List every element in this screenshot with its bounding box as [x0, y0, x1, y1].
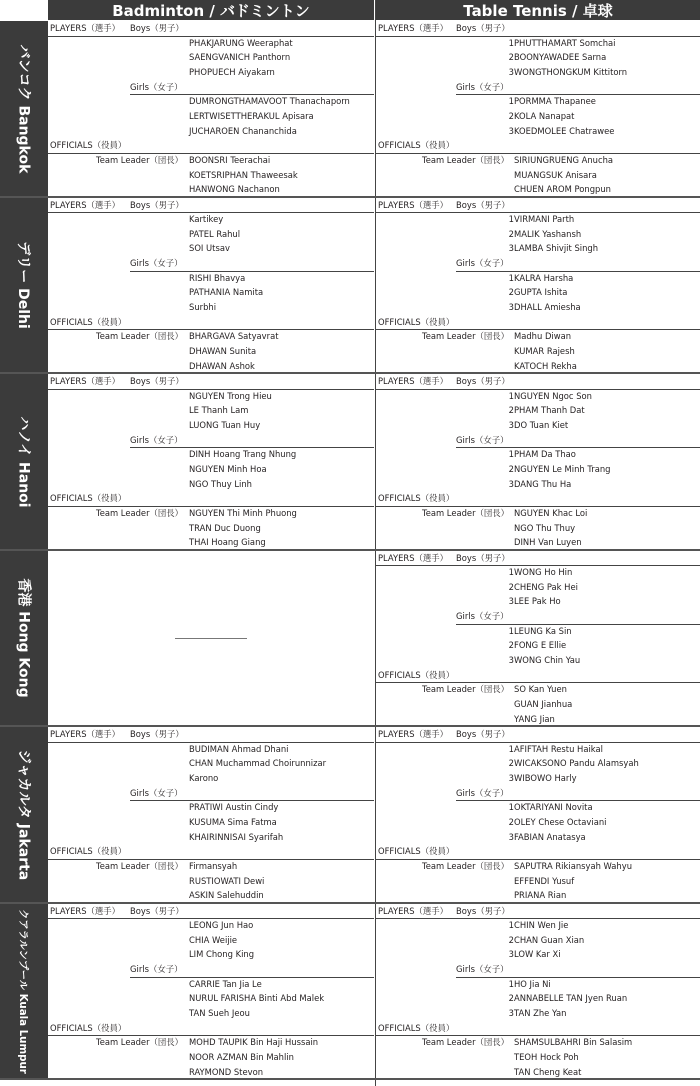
girls-label: Girls（女子）: [456, 434, 509, 445]
girl-player-name: FABIAN Anatasya: [514, 831, 586, 842]
official-name: Firmansyah: [189, 860, 238, 871]
boy-player-name: Kartikey: [189, 214, 224, 225]
section-divider: [456, 271, 700, 272]
boys-label: Boys（男子）: [456, 905, 510, 916]
rank-number: 3: [508, 125, 514, 136]
rank-number: 3: [508, 831, 514, 842]
officials-label: OFFICIALS（役員）: [378, 1022, 455, 1033]
section-divider: [456, 447, 700, 448]
girl-player-name: PATHANIA Namita: [189, 287, 264, 298]
rank-number: 1: [508, 214, 514, 225]
girl-player-name: KUSUMA Sima Fatma: [189, 816, 277, 827]
tabletennis-panel: [376, 373, 700, 550]
girl-player-name: PRATIWI Austin Cindy: [189, 802, 279, 813]
girl-player-name: OKTARIYANI Novita: [514, 802, 593, 813]
girl-player-name: KHAIRINNISAI Syarifah: [189, 831, 284, 842]
team-leader-label: Team Leader（団長）: [422, 860, 510, 871]
girl-player-name: JUCHAROEN Chananchida: [189, 125, 297, 136]
boys-label: Boys（男子）: [130, 376, 184, 386]
rank-number: 1: [508, 449, 514, 460]
rank-number: 2: [508, 110, 514, 121]
players-label: PLAYERS（選手）: [50, 23, 121, 33]
players-label: PLAYERS（選手）: [378, 376, 449, 386]
official-name: DHAWAN Ashok: [189, 360, 255, 371]
boy-player-name: PHOPUECH Aiyakarn: [189, 66, 275, 77]
girl-player-name: HO Jia Ni: [514, 978, 551, 989]
badminton-panel: [48, 550, 374, 727]
rank-number: 3: [508, 772, 514, 783]
official-name: TRAN Duc Duong: [189, 522, 261, 533]
rank-number: 3: [508, 66, 514, 77]
girl-player-name: DANG Thu Ha: [514, 478, 572, 489]
team-leader-label: Team Leader（団長）: [96, 154, 184, 165]
team-leader-label: Team Leader（団長）: [96, 507, 184, 518]
rank-number: 1: [508, 743, 514, 754]
girl-player-name: Surbhi: [189, 302, 217, 313]
team-leader-label: Team Leader（団長）: [422, 1037, 510, 1048]
official-name: DINH Van Luyen: [514, 537, 582, 548]
boy-player-name: DO Tuan Kiet: [514, 419, 569, 430]
tabletennis-panel: [376, 550, 700, 727]
girl-player-name: LEUNG Ka Sin: [514, 625, 572, 636]
table-tennis-header: Table Tennis / 卓球: [376, 0, 700, 20]
girl-player-name: LERTWISETTHERAKUL Apisara: [189, 110, 314, 121]
boys-label: Boys（男子）: [456, 376, 510, 386]
team-leader-label: Team Leader（団長）: [96, 1037, 184, 1048]
boy-player-name: LEE Pak Ho: [514, 596, 561, 607]
players-label: PLAYERS（選手）: [50, 905, 121, 916]
officials-label: OFFICIALS（役員）: [50, 1022, 127, 1033]
rank-number: 2: [508, 758, 514, 769]
boy-player-name: WONGTHONGKUM Kittitorn: [514, 66, 628, 77]
official-name: HANWONG Nachanon: [189, 184, 280, 195]
officials-label: OFFICIALS（役員）: [50, 846, 127, 857]
boy-player-name: BOONYAWADEE Sarna: [514, 52, 607, 63]
team-leader-label: Team Leader（団長）: [422, 684, 510, 695]
rank-number: 2: [508, 581, 514, 592]
rank-number: 3: [508, 478, 514, 489]
rank-number: 2: [508, 228, 514, 239]
official-name: SAPUTRA Rikiansyah Wahyu: [514, 860, 633, 871]
boy-player-name: WIBOWO Harly: [514, 772, 577, 783]
city-name: クアラルンプール Kuala Lumpur: [16, 908, 29, 1074]
badminton-panel: [48, 373, 374, 550]
boy-player-name: SOI Utsav: [189, 243, 230, 254]
official-name: NGUYEN Thi Minh Phuong: [189, 507, 297, 518]
official-name: EFFENDI Yusuf: [514, 875, 575, 886]
players-label: PLAYERS（選手）: [378, 199, 449, 210]
girl-player-name: NGUYEN Le Minh Trang: [514, 463, 611, 474]
girls-label: Girls（女子）: [456, 81, 509, 92]
girls-label: Girls（女子）: [456, 611, 509, 622]
rank-number: 1: [508, 390, 514, 401]
rank-number: 2: [508, 816, 514, 827]
official-name: TEOH Hock Poh: [514, 1052, 579, 1062]
rank-number: 1: [508, 802, 514, 813]
boy-player-name: CHIA Weijie: [189, 934, 238, 945]
boy-player-name: WONG Ho Hin: [514, 567, 573, 578]
official-name: NGO Thu Thuy: [514, 522, 576, 533]
officials-label: OFFICIALS（役員）: [378, 669, 455, 680]
officials-label: OFFICIALS（役員）: [378, 493, 455, 504]
boy-player-name: NGUYEN Ngoc Son: [514, 390, 592, 401]
official-name: MOHD TAUPIK Bin Haji Hussain: [189, 1037, 319, 1048]
girl-player-name: GUPTA Ishita: [514, 287, 568, 298]
girl-player-name: OLEY Chese Octaviani: [514, 816, 607, 827]
rank-number: 3: [508, 596, 514, 607]
girl-player-name: FONG E Ellie: [514, 640, 567, 651]
rank-number: 2: [508, 640, 514, 651]
girl-player-name: DHALL Amiesha: [514, 302, 581, 313]
boys-label: Boys（男子）: [130, 199, 184, 210]
empty-entry-line: [175, 638, 247, 639]
officials-label: OFFICIALS（役員）: [378, 316, 455, 327]
girls-label: Girls（女子）: [456, 258, 509, 269]
official-name: KOETSRIPHAN Thaweesak: [189, 169, 298, 180]
rank-number: 1: [508, 567, 514, 578]
boy-player-name: LUONG Tuan Huy: [189, 419, 261, 430]
boy-player-name: LOW Kar Xi: [514, 949, 561, 960]
boys-label: Boys（男子）: [130, 905, 184, 916]
official-name: KUMAR Rajesh: [514, 346, 575, 356]
badminton-panel: [48, 726, 374, 903]
rank-number: 1: [508, 37, 514, 48]
rank-number: 3: [508, 419, 514, 430]
girl-player-name: DINH Hoang Trang Nhung: [189, 449, 297, 460]
official-name: THAI Hoang Giang: [189, 537, 266, 548]
tabletennis-panel: [376, 197, 700, 374]
girl-player-name: NGO Thuy Linh: [189, 478, 252, 489]
tabletennis-panel: [376, 726, 700, 903]
players-label: PLAYERS（選手）: [378, 552, 449, 563]
officials-label: OFFICIALS（役員）: [50, 316, 127, 327]
team-leader-label: Team Leader（団長）: [422, 154, 510, 165]
official-name: BHARGAVA Satyavrat: [189, 331, 279, 342]
official-name: GUAN Jianhua: [514, 699, 573, 709]
boy-player-name: LIM Chong King: [189, 949, 255, 960]
city-name: 香港 Hong Kong: [15, 578, 32, 698]
players-label: PLAYERS（選手）: [378, 23, 449, 33]
city-label-cell: [0, 373, 48, 550]
boy-player-name: LAMBA Shivjit Singh: [514, 243, 599, 254]
rank-number: 3: [508, 302, 514, 313]
rank-number: 3: [508, 1008, 514, 1019]
rank-number: 2: [508, 934, 514, 945]
boy-player-name: LE Thanh Lam: [189, 405, 249, 416]
players-label: PLAYERS（選手）: [50, 729, 121, 739]
boys-label: Boys（男子）: [130, 729, 184, 739]
city-name: ハノイ Hanoi: [15, 415, 32, 508]
boy-player-name: PHAM Thanh Dat: [514, 405, 585, 416]
city-label-cell: [0, 20, 48, 197]
rank-number: 1: [508, 920, 514, 931]
players-label: PLAYERS（選手）: [378, 905, 449, 916]
rank-number: 1: [508, 272, 514, 283]
boys-label: Boys（男子）: [130, 23, 184, 33]
officials-label: OFFICIALS（役員）: [50, 140, 127, 151]
official-name: RAYMOND Stevon: [189, 1066, 264, 1077]
boy-player-name: PATEL Rahul: [189, 228, 241, 239]
girls-label: Girls（女子）: [130, 81, 183, 92]
team-leader-label: Team Leader（団長）: [96, 860, 184, 871]
girls-label: Girls（女子）: [130, 434, 183, 445]
boys-label: Boys（男子）: [456, 23, 510, 33]
girl-player-name: TAN Zhe Yan: [514, 1008, 567, 1019]
city-label-cell: [0, 726, 48, 903]
city-name: バンコク Bangkok: [14, 44, 31, 173]
tabletennis-panel: [376, 20, 700, 197]
official-name: Madhu Diwan: [514, 331, 572, 342]
official-name: TAN Cheng Keat: [514, 1066, 582, 1077]
city-name: ジャカルタ Jakarta: [14, 749, 31, 880]
city-label-cell: [0, 550, 48, 727]
players-label: PLAYERS（選手）: [50, 199, 121, 210]
section-divider: [456, 977, 700, 978]
girl-player-name: NGUYEN Minh Hoa: [189, 463, 267, 474]
girls-label: Girls（女子）: [130, 258, 183, 269]
boys-label: Boys（男子）: [456, 729, 510, 739]
boy-player-name: CHAN Muchammad Choirunnizar: [189, 758, 327, 769]
city-label-cell: [0, 197, 48, 374]
rank-number: 2: [508, 993, 514, 1004]
boy-player-name: NGUYEN Trong Hieu: [189, 390, 272, 401]
official-name: MUANGSUK Anisara: [514, 169, 597, 180]
boy-player-name: Karono: [189, 772, 219, 783]
girl-player-name: KOEDMOLEE Chatrawee: [514, 125, 615, 136]
girl-player-name: KOLA Nanapat: [514, 110, 575, 121]
bottom-border: [0, 1078, 700, 1080]
boys-label: Boys（男子）: [456, 552, 510, 563]
official-name: SIRIUNGRUENG Anucha: [514, 154, 614, 165]
official-name: PRIANA Rian: [514, 890, 567, 901]
city-name: デリー Delhi: [14, 241, 31, 329]
girl-player-name: TAN Sueh Jeou: [189, 1008, 250, 1019]
boy-player-name: BUDIMAN Ahmad Dhani: [189, 743, 289, 754]
rank-number: 2: [508, 405, 514, 416]
official-name: YANG Jian: [514, 713, 555, 724]
badminton-panel: [48, 197, 374, 374]
rank-number: 3: [508, 243, 514, 254]
girls-label: Girls（女子）: [130, 787, 183, 798]
rank-number: 2: [508, 52, 514, 63]
players-label: PLAYERS（選手）: [50, 376, 121, 386]
official-name: NGUYEN Khac Loi: [514, 507, 588, 518]
official-name: SO Kan Yuen: [514, 684, 567, 695]
girl-player-name: KALRA Harsha: [514, 272, 574, 283]
boy-player-name: VIRMANI Parth: [514, 214, 575, 225]
officials-label: OFFICIALS（役員）: [378, 846, 455, 857]
official-name: NOOR AZMAN Bin Mahlin: [189, 1052, 294, 1062]
girl-player-name: RISHI Bhavya: [189, 272, 246, 283]
rank-number: 2: [508, 463, 514, 474]
boy-player-name: CHAN Guan Xian: [514, 934, 585, 945]
girls-label: Girls（女子）: [130, 964, 183, 975]
girl-player-name: PHAM Da Thao: [514, 449, 576, 460]
girl-player-name: NURUL FARISHA Binti Abd Malek: [189, 993, 325, 1004]
boy-player-name: AFIFTAH Restu Haikal: [514, 743, 603, 754]
official-name: ASKIN Salehuddin: [189, 890, 264, 901]
boy-player-name: LEONG Jun Hao: [189, 920, 254, 931]
section-divider: [456, 624, 700, 625]
girl-player-name: PORMMA Thapanee: [514, 96, 596, 107]
badminton-panel: [48, 20, 374, 197]
rank-number: 3: [508, 949, 514, 960]
officials-label: OFFICIALS（役員）: [378, 140, 455, 151]
girl-player-name: WONG Chin Yau: [514, 655, 581, 666]
officials-label: OFFICIALS（役員）: [50, 493, 127, 504]
girl-player-name: ANNABELLE TAN Jyen Ruan: [514, 993, 628, 1004]
rank-number: 1: [508, 96, 514, 107]
official-name: RUSTIOWATI Dewi: [189, 875, 265, 886]
team-leader-label: Team Leader（団長）: [422, 507, 510, 518]
boy-player-name: PHUTTHAMART Somchai: [514, 37, 616, 48]
team-leader-label: Team Leader（団長）: [422, 331, 510, 342]
boy-player-name: CHENG Pak Hei: [514, 581, 578, 592]
boy-player-name: PHAKJARUNG Weeraphat: [189, 37, 293, 48]
boys-label: Boys（男子）: [456, 199, 510, 210]
girl-player-name: DUMRONGTHAMAVOOT Thanachaporn: [189, 96, 350, 107]
official-name: CHUEN AROM Pongpun: [514, 184, 611, 195]
official-name: KATOCH Rekha: [514, 360, 577, 371]
girls-label: Girls（女子）: [456, 964, 509, 975]
official-name: BOONSRI Teerachai: [189, 154, 271, 165]
girls-label: Girls（女子）: [456, 787, 509, 798]
badminton-panel: [48, 903, 374, 1080]
rank-number: 2: [508, 287, 514, 298]
official-name: DHAWAN Sunita: [189, 346, 257, 356]
boy-player-name: WICAKSONO Pandu Alamsyah: [514, 758, 639, 769]
badminton-header: Badminton / バドミントン: [48, 0, 374, 20]
tabletennis-panel: [376, 903, 700, 1080]
girl-player-name: CARRIE Tan Jia Le: [189, 978, 262, 989]
rank-number: 3: [508, 655, 514, 666]
rank-number: 1: [508, 625, 514, 636]
city-label-cell: [0, 903, 48, 1080]
rank-number: 1: [508, 978, 514, 989]
team-leader-label: Team Leader（団長）: [96, 331, 184, 342]
boy-player-name: CHIN Wen Jie: [514, 920, 569, 931]
section-divider: [130, 271, 374, 272]
official-name: SHAMSULBAHRI Bin Salasim: [514, 1037, 633, 1048]
players-label: PLAYERS（選手）: [378, 729, 449, 739]
boy-player-name: SAENGVANICH Panthorn: [189, 52, 291, 63]
boy-player-name: MALIK Yashansh: [514, 228, 582, 239]
